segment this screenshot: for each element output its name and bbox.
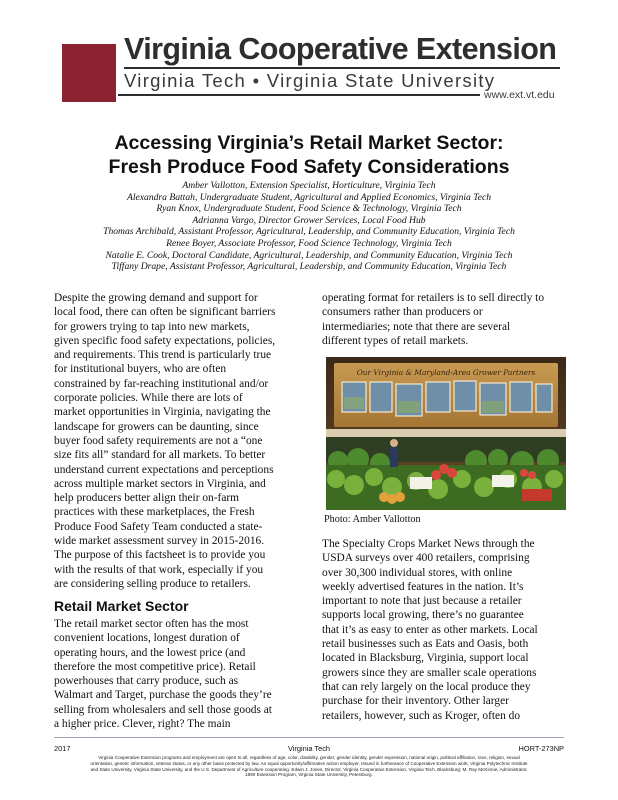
footer-institution: Virginia Tech xyxy=(287,744,331,753)
author-line: Natalie E. Cook, Doctoral Candidate, Agricultural, Leadership, and Community Education, Virginia Tech xyxy=(105,249,513,261)
text-line: important to note that just because a retailer xyxy=(322,595,522,608)
text-line: corporate policies. While there are lots of xyxy=(54,392,243,405)
text-line: consumers rather than producers or xyxy=(322,306,483,319)
text-line: selling from wholesalers and sell those goods at xyxy=(54,703,272,716)
text-line: practices with these marketplaces, the Fresh xyxy=(54,506,255,519)
right-bottom-paragraph xyxy=(322,537,572,723)
text-line: retailers, however, such as Kroger, often do xyxy=(322,709,521,722)
text-line: USDA surveys over 400 retailers, comprising xyxy=(322,552,530,565)
text-line: supports local growing, there’s no guarantee xyxy=(322,609,524,622)
text-line: growers since they are smaller scale operations xyxy=(322,666,537,679)
text-line: over 30,300 individual stores, with online xyxy=(322,566,513,579)
legal-line: Virginia Cooperative Extension programs and employment are open to all, regardless of age, color, disability, gender, gender identity, gender expression, national origin, political affiliation, race, religion, sexual xyxy=(98,755,520,760)
text-line: for institutional buyers, who are often xyxy=(54,363,227,376)
text-line: Despite the growing demand and support for xyxy=(54,292,258,304)
brand-divider xyxy=(124,67,560,69)
footer-publication-code: HORT-273NP xyxy=(518,744,564,753)
brand-url-link[interactable]: www.ext.vt.edu xyxy=(484,89,555,101)
text-line: The Specialty Crops Market News through the xyxy=(322,538,535,550)
text-line: retail businesses such as Eats and Oasis, both xyxy=(322,638,529,651)
text-line: market opportunities in Virginia, navigating the xyxy=(54,406,271,419)
vce-logo-mark xyxy=(62,44,116,102)
text-line: help producers better align their on-farm xyxy=(54,492,240,505)
text-line: that can rely largely on the local produce they xyxy=(322,680,531,693)
text-line: different types of retail markets. xyxy=(322,334,469,347)
text-line: a higher price. Clever, right? The main xyxy=(54,718,231,731)
text-line: wide market assessment survey in 2015-2016. xyxy=(54,535,265,548)
text-line: therefore the most competitive price). Retail xyxy=(54,660,256,673)
author-line: Renee Boyer, Associate Professor, Food Science Technology, Virginia Tech xyxy=(166,237,452,249)
author-line: Adrianna Vargo, Director Grower Services, Local Food Hub xyxy=(192,214,426,226)
store-photo xyxy=(326,357,566,510)
text-line: Walmart and Target, purchase the goods they’re xyxy=(54,689,272,702)
text-line: are considering selling produce to retailers. xyxy=(54,577,251,590)
brand-subtitle: Virginia Tech • Virginia State University xyxy=(124,70,496,91)
author-line: Alexandra Battah, Undergraduate Student, Agricultural and Applied Economics, Virginia Tech xyxy=(127,191,491,203)
author-line: Amber Vallotton, Extension Specialist, Horticulture, Virginia Tech xyxy=(182,180,436,191)
section-heading: Retail Market Sector xyxy=(54,598,189,614)
text-line: weekly advertised features in the nation. It’s xyxy=(322,580,524,593)
document-title-line-2: Fresh Produce Food Safety Considerations xyxy=(108,156,510,178)
right-top-paragraph xyxy=(322,291,572,348)
text-line: and requirements. This trend is particularly true xyxy=(54,349,272,362)
text-line: convenient locations, longest duration of xyxy=(54,632,240,645)
text-line: with the results of that work, especially if you xyxy=(54,563,264,576)
photo-sign-text: Our Virginia & Maryland-Area Grower Partners xyxy=(356,368,536,377)
author-list xyxy=(0,180,618,273)
legal-line: orientation, genetic information, veteran status, or any other basis protected by law. An equal opportunity/affirmative action employer. Issued in furtherance of Cooperative Extension work, Virginia Polytechnic Institute xyxy=(90,760,528,766)
text-line: operating hours, and the lowest price (and xyxy=(54,646,246,659)
section-paragraph xyxy=(54,617,310,731)
footer-divider xyxy=(54,737,564,738)
author-line: Thomas Archibald, Assistant Professor, Agricultural, Leadership, and Community Education, Virginia Tech xyxy=(103,226,515,238)
photo-caption: Photo: Amber Vallotton xyxy=(324,514,421,525)
text-line: The retail market sector often has the most xyxy=(54,618,249,630)
text-line: intermediaries; note that there are several xyxy=(322,320,511,333)
text-line: local food, there can often be significant barriers xyxy=(54,306,276,319)
author-line: Tiffany Drape, Assistant Professor, Agricultural, Leadership, and Community Education, Virginia Tech xyxy=(111,261,507,273)
legal-line: 1890 Extension Program, Virginia State University, Petersburg. xyxy=(245,772,373,778)
text-line: located in Blacksburg, Virginia, support local xyxy=(322,652,529,665)
text-line: landscape for growers can be daunting, since xyxy=(54,420,259,433)
text-line: size fits all” standard for all markets. To better xyxy=(54,449,266,462)
text-line: constrained by far-reaching institutional and/or xyxy=(54,377,269,390)
text-line: across multiple market sectors in Virginia, and xyxy=(54,477,266,490)
text-line: Produce Food Safety Team conducted a state- xyxy=(54,520,263,533)
brand-underline xyxy=(118,94,480,96)
footer-year: 2017 xyxy=(54,744,71,753)
footer-legal-notice xyxy=(54,755,564,778)
text-line: buyer food safety requirements are not a “one xyxy=(54,434,263,447)
text-line: understand current expectations and perceptions xyxy=(54,463,274,476)
document-title-line-1: Accessing Virginia’s Retail Market Sector: xyxy=(114,132,504,154)
author-line: Ryan Knox, Undergraduate Student, Food Science & Technology, Virginia Tech xyxy=(156,203,462,215)
text-line: powerhouses that carry produce, such as xyxy=(54,675,239,688)
text-line: given specific food safety expectations, policies, xyxy=(54,334,276,347)
intro-paragraph xyxy=(54,291,310,591)
brand-title: Virginia Cooperative Extension xyxy=(124,32,557,66)
text-line: The purpose of this factsheet is to provide you xyxy=(54,549,266,562)
legal-line: and State University, Virginia State University, and the U.S. Department of Agriculture cooperating. Edwin J. Jones, Director, Virginia Cooperative Extension, Virginia Tech, Blacksburg; M. Ray McKinnie, Administrator, xyxy=(90,766,528,772)
text-line: operating format for retailers is to sell directly to xyxy=(322,292,545,304)
store-photo-illustration xyxy=(326,357,566,510)
text-line: purchase for their inventory. Other larger xyxy=(322,695,509,708)
text-line: that it’s as easy to enter as other markets. Local xyxy=(322,623,538,636)
text-line: for growers trying to tap into new markets, xyxy=(54,320,250,333)
